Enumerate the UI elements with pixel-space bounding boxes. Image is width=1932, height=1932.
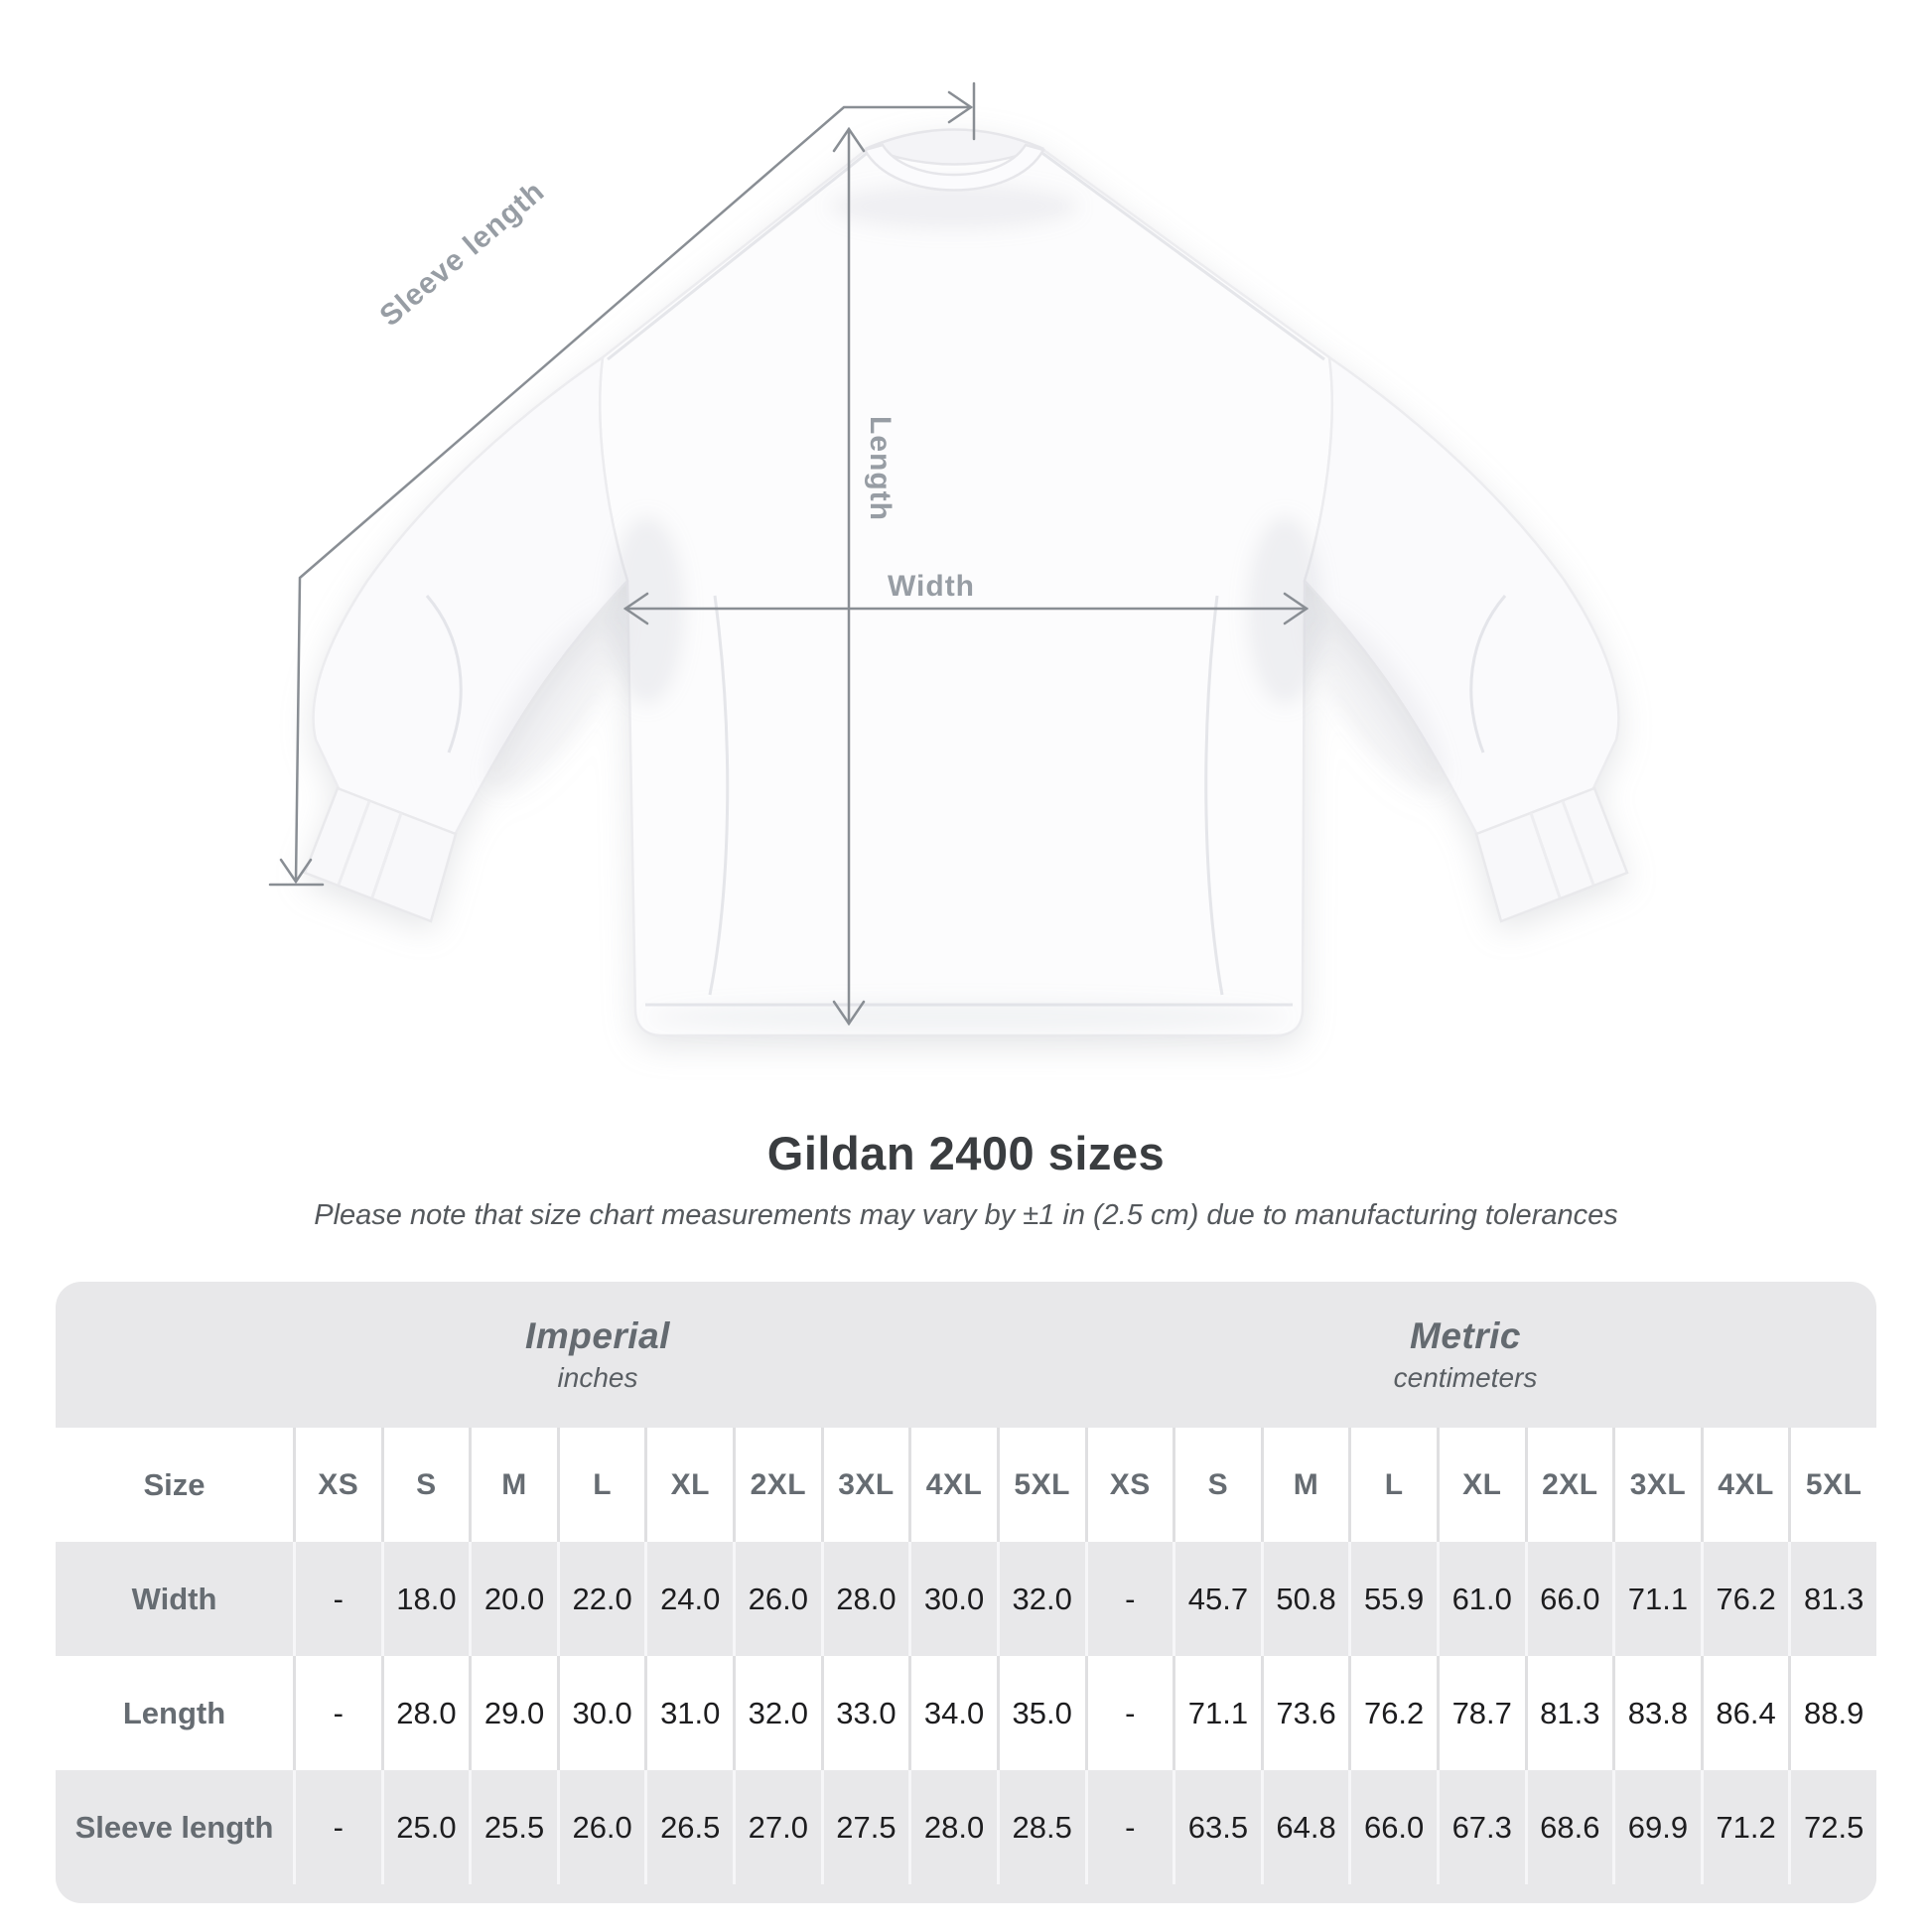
measurement-cell: 32.0	[733, 1656, 821, 1770]
measurement-cell: 20.0	[469, 1542, 557, 1656]
size-col-header: 3XL	[821, 1428, 909, 1542]
measurement-cell: 26.5	[644, 1770, 733, 1884]
measurement-cell: 67.3	[1437, 1770, 1525, 1884]
size-col-header: 2XL	[733, 1428, 821, 1542]
centimeters-label: centimeters	[1393, 1362, 1538, 1393]
size-col-header: L	[1348, 1428, 1437, 1542]
measurement-cell: 18.0	[381, 1542, 470, 1656]
measurement-cell: 71.1	[1612, 1542, 1701, 1656]
row-label-width: Width	[131, 1581, 217, 1616]
size-col-header: XS	[1085, 1428, 1173, 1542]
measurement-cell: 33.0	[821, 1656, 909, 1770]
inches-label: inches	[557, 1362, 638, 1393]
measurement-cell: 30.0	[908, 1542, 997, 1656]
measurement-cell: 28.0	[381, 1656, 470, 1770]
size-col-header: L	[557, 1428, 645, 1542]
size-col-header: 5XL	[997, 1428, 1085, 1542]
row-label-sleeve-length: Sleeve length	[74, 1809, 274, 1845]
measurement-cell: 73.6	[1261, 1656, 1349, 1770]
measurement-cell: 76.2	[1348, 1656, 1437, 1770]
size-col-header: S	[1173, 1428, 1261, 1542]
measurement-cell: 22.0	[557, 1542, 645, 1656]
size-col-header: 2XL	[1525, 1428, 1613, 1542]
measurement-cell: 83.8	[1612, 1656, 1701, 1770]
measurement-cell: 71.1	[1173, 1656, 1261, 1770]
measurement-cell: 55.9	[1348, 1542, 1437, 1656]
metric-label: Metric	[1410, 1315, 1521, 1356]
measurement-cell: 50.8	[1261, 1542, 1349, 1656]
measurement-cell: 71.2	[1701, 1770, 1789, 1884]
measurement-cell: 31.0	[644, 1656, 733, 1770]
unit-header-row	[56, 1282, 1876, 1428]
measurement-cell: 72.5	[1788, 1770, 1876, 1884]
measurement-cell: 86.4	[1701, 1656, 1789, 1770]
measurement-cell: 28.5	[997, 1770, 1085, 1884]
size-column-label: Size	[143, 1466, 206, 1502]
measurement-cell: 76.2	[1701, 1542, 1789, 1656]
measurement-cell: 69.9	[1612, 1770, 1701, 1884]
measurement-cell: -	[1085, 1656, 1173, 1770]
measurement-cell: 26.0	[733, 1542, 821, 1656]
measurement-cell: 28.0	[908, 1770, 997, 1884]
measurement-cell: -	[1085, 1770, 1173, 1884]
table-row-width	[56, 1542, 1876, 1656]
measurement-cell: 26.0	[557, 1770, 645, 1884]
measurement-cell: 68.6	[1525, 1770, 1613, 1884]
measurement-cell: 30.0	[557, 1656, 645, 1770]
imperial-unit-header	[56, 1282, 1084, 1428]
row-label-length: Length	[122, 1695, 226, 1730]
table-row-length	[56, 1656, 1876, 1770]
measurement-cell: -	[293, 1770, 381, 1884]
measurement-cell: 61.0	[1437, 1542, 1525, 1656]
measurement-cell: 34.0	[908, 1656, 997, 1770]
measurement-cell: 64.8	[1261, 1770, 1349, 1884]
length-dimension-label: Length	[864, 416, 897, 521]
measurement-cell: 27.5	[821, 1770, 909, 1884]
measurement-cell: 78.7	[1437, 1656, 1525, 1770]
size-col-header: M	[469, 1428, 557, 1542]
size-col-header: 4XL	[908, 1428, 997, 1542]
size-col-header: XS	[293, 1428, 381, 1542]
table-row-sleeve-length	[56, 1770, 1876, 1884]
measurement-cell: 45.7	[1173, 1542, 1261, 1656]
size-col-header: S	[381, 1428, 470, 1542]
tolerance-note: Please note that size chart measurements may vary by ±1 in (2.5 cm) due to manufacturing tolerances	[314, 1199, 1618, 1231]
width-dimension-label: Width	[887, 570, 976, 603]
measurement-cell: 81.3	[1525, 1656, 1613, 1770]
measurement-cell: 29.0	[469, 1656, 557, 1770]
size-table-panel	[56, 1282, 1876, 1903]
size-col-header: 4XL	[1701, 1428, 1789, 1542]
measurement-cell: -	[1085, 1542, 1173, 1656]
measurement-cell: 63.5	[1173, 1770, 1261, 1884]
measurement-cell: 25.0	[381, 1770, 470, 1884]
measurement-cell: -	[293, 1542, 381, 1656]
measurement-cell: 25.5	[469, 1770, 557, 1884]
measurement-cell: 88.9	[1788, 1656, 1876, 1770]
sleeve-length-dimension-label: Sleeve length	[373, 175, 551, 334]
size-header-row	[56, 1428, 1876, 1542]
measurement-cell: 27.0	[733, 1770, 821, 1884]
size-col-header: M	[1261, 1428, 1349, 1542]
imperial-label: Imperial	[525, 1315, 670, 1356]
measurement-cell: 66.0	[1525, 1542, 1613, 1656]
measurement-cell: 24.0	[644, 1542, 733, 1656]
size-col-header: XL	[1437, 1428, 1525, 1542]
measurement-cell: 32.0	[997, 1542, 1085, 1656]
measurement-cell: 35.0	[997, 1656, 1085, 1770]
measurement-cell: 28.0	[821, 1542, 909, 1656]
measurement-cell: -	[293, 1656, 381, 1770]
shirt-right-sleeve	[1305, 357, 1618, 835]
size-col-header: 5XL	[1788, 1428, 1876, 1542]
measurement-cell: 81.3	[1788, 1542, 1876, 1656]
metric-unit-header	[1084, 1282, 1876, 1428]
size-col-header: 3XL	[1612, 1428, 1701, 1542]
size-col-header: XL	[644, 1428, 733, 1542]
measurement-cell: 66.0	[1348, 1770, 1437, 1884]
page-title: Gildan 2400 sizes	[766, 1127, 1166, 1179]
